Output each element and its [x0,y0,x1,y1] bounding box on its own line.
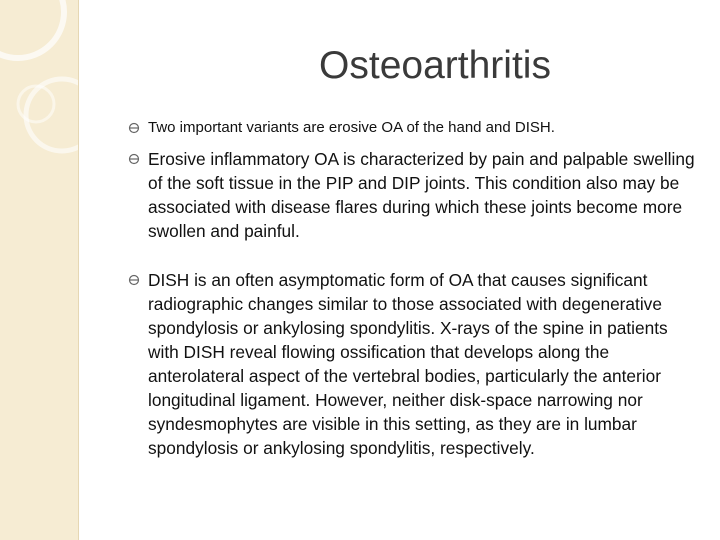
sidebar-divider [78,0,79,540]
bullet-text: DISH is an often asymptomatic form of OA that causes significant radiographic changes similar to those associated with degenerative spondylosis or ankylosing spondylitis. X-rays of the spine in patients with DISH reveal flowing ossification that develops along the anterolateral aspect of the vertebral bodies, particularly the anterior longitudinal ligament. However, neither disk-space narrowing nor syndesmophytes are visible in this setting, as they are in lumbar spondylosis or ankylosing spondylitis, respectively. [148,270,668,458]
bullet-text: Two important variants are erosive OA of the hand and DISH. [148,119,555,136]
bullet-icon [128,122,140,134]
bullet-item [128,147,698,243]
slide-title: Osteoarthritis [319,44,551,87]
bullet-item [128,118,698,138]
bullet-text: Erosive inflammatory OA is characterized by pain and palpable swelling of the soft tissue in the PIP and DIP joints. This condition also may be associated with disease flares during which these joints become more swollen and painful. [148,149,695,241]
bullet-item [128,268,698,460]
bullet-list [128,118,698,460]
bullet-icon [128,274,140,286]
bullet-icon [128,153,140,165]
decorative-circles [0,0,78,540]
decorative-sidebar [0,0,78,540]
